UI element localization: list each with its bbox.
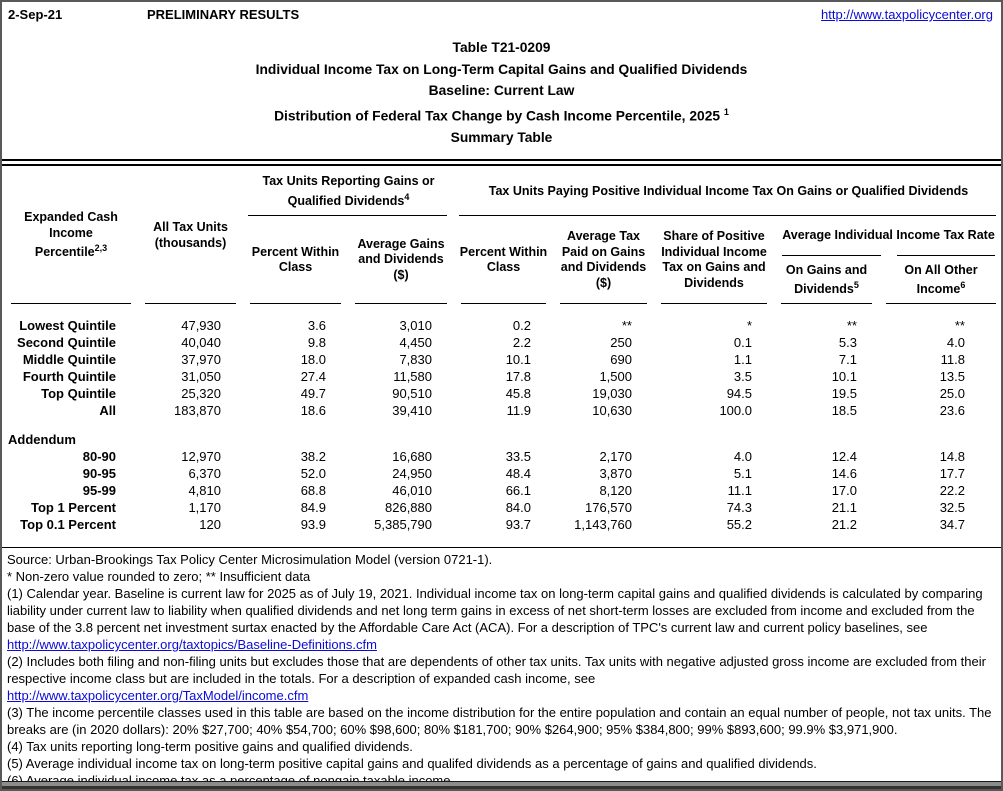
title-block [2, 37, 1001, 148]
data-cell: 0.1 [733, 335, 752, 351]
data-cell: 4,810 [188, 483, 221, 499]
data-cell: 13.5 [939, 369, 965, 385]
data-cell: * [746, 318, 752, 334]
data-cell: 17.8 [505, 369, 531, 385]
data-cell: 52.0 [300, 466, 326, 482]
top-header-bar [2, 2, 1001, 22]
data-cell: 3,010 [399, 318, 432, 334]
data-cell: ** [846, 318, 857, 334]
symbols-note: * Non-zero value rounded to zero; ** Insufficient data [7, 569, 311, 585]
table-row [4, 465, 1003, 482]
data-cell: 10.1 [505, 352, 531, 368]
preliminary-results-label: PRELIMINARY RESULTS [147, 7, 300, 22]
source-note: Source: Urban-Brookings Tax Policy Center Microsimulation Model (version 0721-1). [7, 552, 493, 568]
group-header-avg-rate: Average Individual Income Tax Rate [774, 216, 1003, 256]
data-cell: 24,950 [392, 466, 432, 482]
data-cell: 46,010 [392, 483, 432, 499]
col-header-on-gains-dividends: On Gains and Dividends$^5$ [774, 256, 879, 304]
table-row [4, 385, 1003, 402]
row-label: 95-99 [82, 483, 116, 499]
table-body [4, 304, 1003, 547]
data-cell: 2,170 [599, 449, 632, 465]
table-main-title: Individual Income Tax on Long-Term Capital Gains and Qualified Dividends [255, 61, 748, 77]
data-cell: 5,385,790 [374, 517, 432, 533]
data-cell: 68.8 [300, 483, 326, 499]
double-rule-divider [2, 159, 1001, 166]
table-row [4, 368, 1003, 385]
data-cell: 93.7 [505, 517, 531, 533]
group-header-reporting: Tax Units Reporting Gains or Qualified Dividends$^4$ [243, 167, 454, 216]
data-cell: 32.5 [939, 500, 965, 516]
row-label: Fourth Quintile [22, 369, 116, 385]
summary-table [4, 167, 1003, 547]
table-row [4, 499, 1003, 516]
col-header-avg-gains-dividends: Average Gains and Dividends ($) [348, 216, 454, 304]
spacer-row [4, 304, 1003, 317]
data-cell: 3,870 [599, 466, 632, 482]
data-cell: 14.8 [939, 449, 965, 465]
data-cell: 40,040 [181, 335, 221, 351]
data-cell: 6,370 [188, 466, 221, 482]
table-row [4, 482, 1003, 499]
row-label: Middle Quintile [22, 352, 116, 368]
col-header-percent-within-class-reporting: Percent Within Class [243, 216, 348, 304]
data-cell: 7,830 [399, 352, 432, 368]
col-header-avg-tax-paid: Average Tax Paid on Gains and Dividends ($) [553, 216, 654, 304]
data-cell: 37,970 [181, 352, 221, 368]
data-cell: 55.2 [726, 517, 752, 533]
row-label: Top 1 Percent [30, 500, 116, 516]
data-cell: 11.8 [940, 352, 965, 368]
data-cell: 120 [199, 517, 221, 533]
table-row [4, 448, 1003, 465]
data-cell: 12,970 [181, 449, 221, 465]
addendum-label: Addendum [8, 432, 76, 448]
data-cell: 9.8 [307, 335, 326, 351]
spacer-row [4, 419, 1003, 431]
data-cell: 27.4 [300, 369, 326, 385]
footnote-ref-2-3: 2,3 [94, 243, 108, 254]
distribution-subtitle: Distribution of Federal Tax Change by Cash Income Percentile, 2025 $^1$ [274, 106, 729, 124]
data-cell: 34.7 [939, 517, 965, 533]
data-cell: 8,120 [599, 483, 632, 499]
data-cell: 100.0 [719, 403, 752, 419]
row-label: Top 0.1 Percent [20, 517, 116, 533]
data-cell: 25,320 [181, 386, 221, 402]
data-cell: 4,450 [399, 335, 432, 351]
col-header-share-positive-tax: Share of Positive Individual Income Tax on Gains and Dividends [654, 216, 774, 304]
data-cell: 1.1 [733, 352, 752, 368]
data-cell: 18.6 [300, 403, 326, 419]
data-cell: 16,680 [392, 449, 432, 465]
spacer-cell [4, 419, 1003, 431]
data-cell: 39,410 [392, 403, 432, 419]
data-cell: 47,930 [181, 318, 221, 334]
data-cell: 18.5 [831, 403, 857, 419]
data-cell: 10,630 [592, 403, 632, 419]
footnote-ref-6: 6 [960, 280, 966, 291]
footnote-3: (3) The income percentile classes used in this table are based on the income distribution for the entire population and contain an equal number of people, not tax units. The breaks are (in 2020 dollars): 20% $27,700; 40% $54,700; 60% $98,600; 80% $181,700; 90% $264,900; 95% $384,800; 99% $893,600; 99.9% $3,971,900. [7, 705, 992, 738]
data-cell: 4.0 [946, 335, 965, 351]
baseline-definitions-link[interactable]: http://www.taxpolicycenter.org/taxtopics/Baseline-Definitions.cfm [7, 637, 377, 653]
data-cell: ** [954, 318, 965, 334]
data-cell: 74.3 [726, 500, 752, 516]
data-cell: 84.0 [505, 500, 531, 516]
col-header-on-all-other-income: On All Other Income$^6$ [879, 256, 1003, 304]
row-label: Second Quintile [17, 335, 116, 351]
data-cell: ** [621, 318, 632, 334]
spacer-cell [4, 304, 1003, 317]
data-cell: 7.1 [838, 352, 857, 368]
footnote-1: (1) Calendar year. Baseline is current law for 2025 as of July 19, 2021. Individual income tax on long-term capital gains and qualified dividends is calculated by comparing liability under current law to liability when qualified dividends and net long term gains in excess of net short-term losses are excluded from income and excluded from the base of the 3.8 percent net investment surtax enacted by the Affordable Care Act (ACA). For a description of TPC's current law and current policy baselines, see [7, 586, 983, 636]
footnote-4: (4) Tax units reporting long-term positive gains and qualified dividends. [7, 739, 413, 755]
data-cell: 690 [610, 352, 632, 368]
table-row [4, 516, 1003, 533]
footnote-ref-1: 1 [723, 106, 729, 117]
row-label: 80-90 [82, 449, 116, 465]
data-cell: 84.9 [300, 500, 326, 516]
data-cell: 22.2 [939, 483, 965, 499]
col-header-all-tax-units: All Tax Units (thousands) [138, 167, 243, 304]
col-header-percentile: Expanded Cash Income Percentile$^{2,3}$ [4, 167, 138, 304]
data-cell: 183,870 [174, 403, 221, 419]
col-header-percent-within-class-paying: Percent Within Class [454, 216, 553, 304]
data-cell: 14.6 [831, 466, 857, 482]
data-cell: 25.0 [939, 386, 965, 402]
data-cell: 11.1 [727, 483, 752, 499]
data-cell: 176,570 [585, 500, 632, 516]
data-cell: 11.9 [506, 403, 531, 419]
table-header [4, 167, 1003, 304]
data-cell: 66.1 [505, 483, 531, 499]
data-cell: 1,500 [599, 369, 632, 385]
summary-table-subtitle: Summary Table [450, 129, 553, 145]
data-cell: 21.2 [831, 517, 857, 533]
data-cell: 90,510 [392, 386, 432, 402]
footnote-5: (5) Average individual income tax on long-term positive capital gains and qualifed dividends as a percentage of gains and qualified dividends. [7, 756, 817, 772]
row-label: Top Quintile [41, 386, 116, 402]
data-cell: 3.5 [733, 369, 752, 385]
data-cell: 250 [610, 335, 632, 351]
data-cell: 21.1 [831, 500, 857, 516]
baseline-subtitle: Baseline: Current Law [428, 83, 575, 98]
data-cell: 11,580 [393, 369, 432, 385]
spacer-cell [4, 533, 1003, 547]
data-cell: 48.4 [505, 466, 531, 482]
data-cell: 38.2 [300, 449, 326, 465]
data-cell: 93.9 [300, 517, 326, 533]
data-cell: 2.2 [512, 335, 531, 351]
data-cell: 5.3 [838, 335, 857, 351]
data-cell: 33.5 [505, 449, 531, 465]
table-row [4, 317, 1003, 334]
table-row [4, 334, 1003, 351]
data-cell: 19.5 [831, 386, 857, 402]
data-cell: 17.7 [939, 466, 965, 482]
data-cell: 826,880 [385, 500, 432, 516]
data-cell: 23.6 [939, 403, 965, 419]
data-cell: 3.6 [307, 318, 326, 334]
data-cell: 17.0 [831, 483, 857, 499]
footnote-ref-5: 5 [853, 280, 859, 291]
table-number-title: Table T21-0209 [452, 40, 551, 55]
table-row [4, 351, 1003, 368]
footnote-2: (2) Includes both filing and non-filing units but excludes those that are dependents of other tax units. Tax units with negative adjusted gross income are excluded from their respective income class but are included in the totals. For a description of expanded cash income, see [7, 654, 986, 687]
income-definition-link[interactable]: http://www.taxpolicycenter.org/TaxModel/income.cfm [7, 688, 309, 704]
addendum-label-row [4, 431, 1003, 448]
data-cell: 49.7 [300, 386, 326, 402]
footnote-ref-4: 4 [404, 191, 410, 202]
group-header-paying: Tax Units Paying Positive Individual Income Tax On Gains or Qualified Dividends [454, 167, 1003, 216]
table-row [4, 402, 1003, 419]
data-cell: 1,170 [188, 500, 221, 516]
bottom-border-bar [2, 781, 1001, 789]
data-cell: 45.8 [505, 386, 531, 402]
row-label: 90-95 [82, 466, 116, 482]
data-cell: 12.4 [831, 449, 857, 465]
taxpolicycenter-link[interactable]: http://www.taxpolicycenter.org [821, 7, 993, 22]
row-label: Lowest Quintile [19, 318, 116, 334]
spacer-row [4, 533, 1003, 547]
data-cell: 0.2 [512, 318, 531, 334]
footnotes-section [2, 548, 1001, 789]
data-cell: 1,143,760 [574, 517, 632, 533]
row-label: All [99, 403, 116, 419]
data-cell: 31,050 [181, 369, 221, 385]
data-cell: 5.1 [733, 466, 752, 482]
data-cell: 10.1 [831, 369, 857, 385]
data-cell: 18.0 [300, 352, 326, 368]
report-date: 2-Sep-21 [8, 7, 63, 22]
data-cell: 94.5 [726, 386, 752, 402]
data-cell: 4.0 [733, 449, 752, 465]
data-cell: 19,030 [592, 386, 632, 402]
